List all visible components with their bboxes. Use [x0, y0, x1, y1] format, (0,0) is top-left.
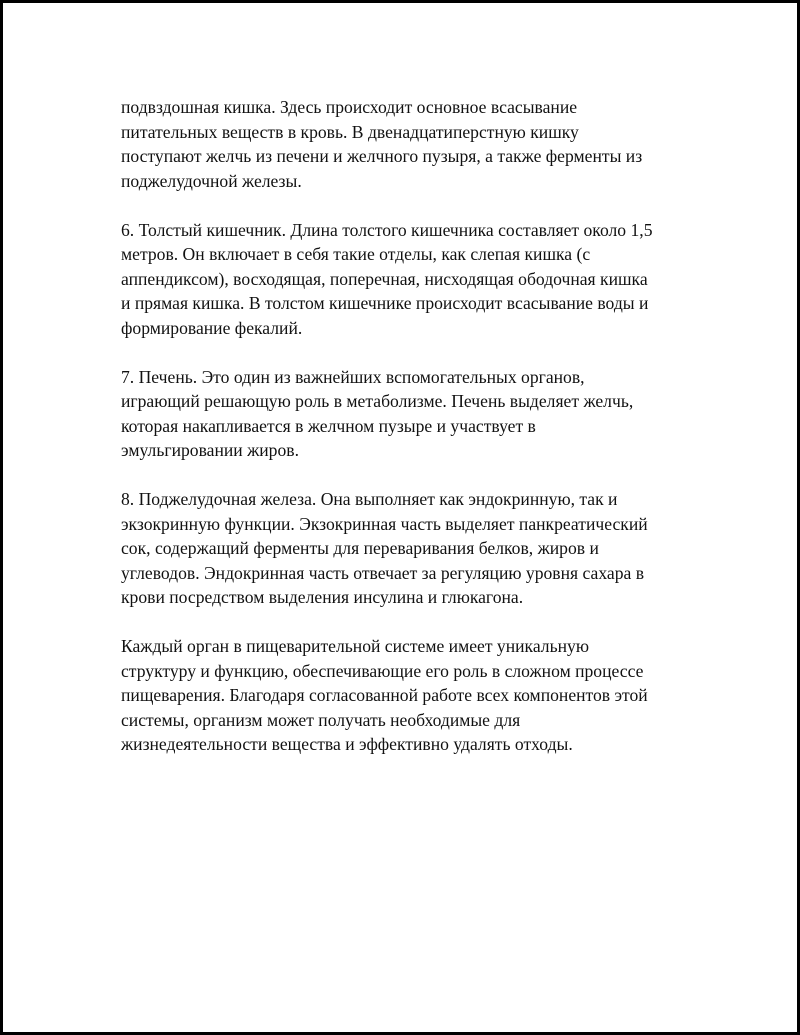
- paragraph-liver: 7. Печень. Это один из важнейших вспомогательных органов, играющий решающую роль в метаболизме. Печень выделяет желчь, которая накапливается в желчном пузыре и участвует в эмульгировании жиров.: [121, 366, 634, 460]
- paragraph-pancreas: 8. Поджелудочная железа. Она выполняет как эндокринную, так и экзокринную функции. Экзокринная часть выделяет панкреатический сок, содержащий ферменты для переваривания белков, жиров и углеводов. Эндокринная часть отвечает за регуляцию уровня сахара в крови посредством выделения инсулина и глюкагона.: [121, 489, 648, 607]
- paragraph-small-intestine-continued: подвздошная кишка. Здесь происходит основное всасывание питательных веществ в кровь. В двенадцатиперстную кишку поступают желчь из печени и желчного пузыря, а также ферменты из поджелудочной железы.: [121, 97, 643, 191]
- paragraph-conclusion: Каждый орган в пищеварительной системе имеет уникальную структуру и функцию, обеспечивающие его роль в сложном процессе пищеварения. Благодаря согласованной работе всех компонентов этой системы, организм может получать необходимые для жизнедеятельности вещества и эффективно удалять отходы.: [121, 636, 648, 754]
- document-body: [121, 95, 691, 781]
- paragraph-large-intestine: 6. Толстый кишечник. Длина толстого кишечника составляет около 1,5 метров. Он включает в себя такие отделы, как слепая кишка (с аппендиксом), восходящая, поперечная, нисходящая ободочная кишка и прямая кишка. В толстом кишечнике происходит всасывание воды и формирование фекалий.: [121, 219, 653, 338]
